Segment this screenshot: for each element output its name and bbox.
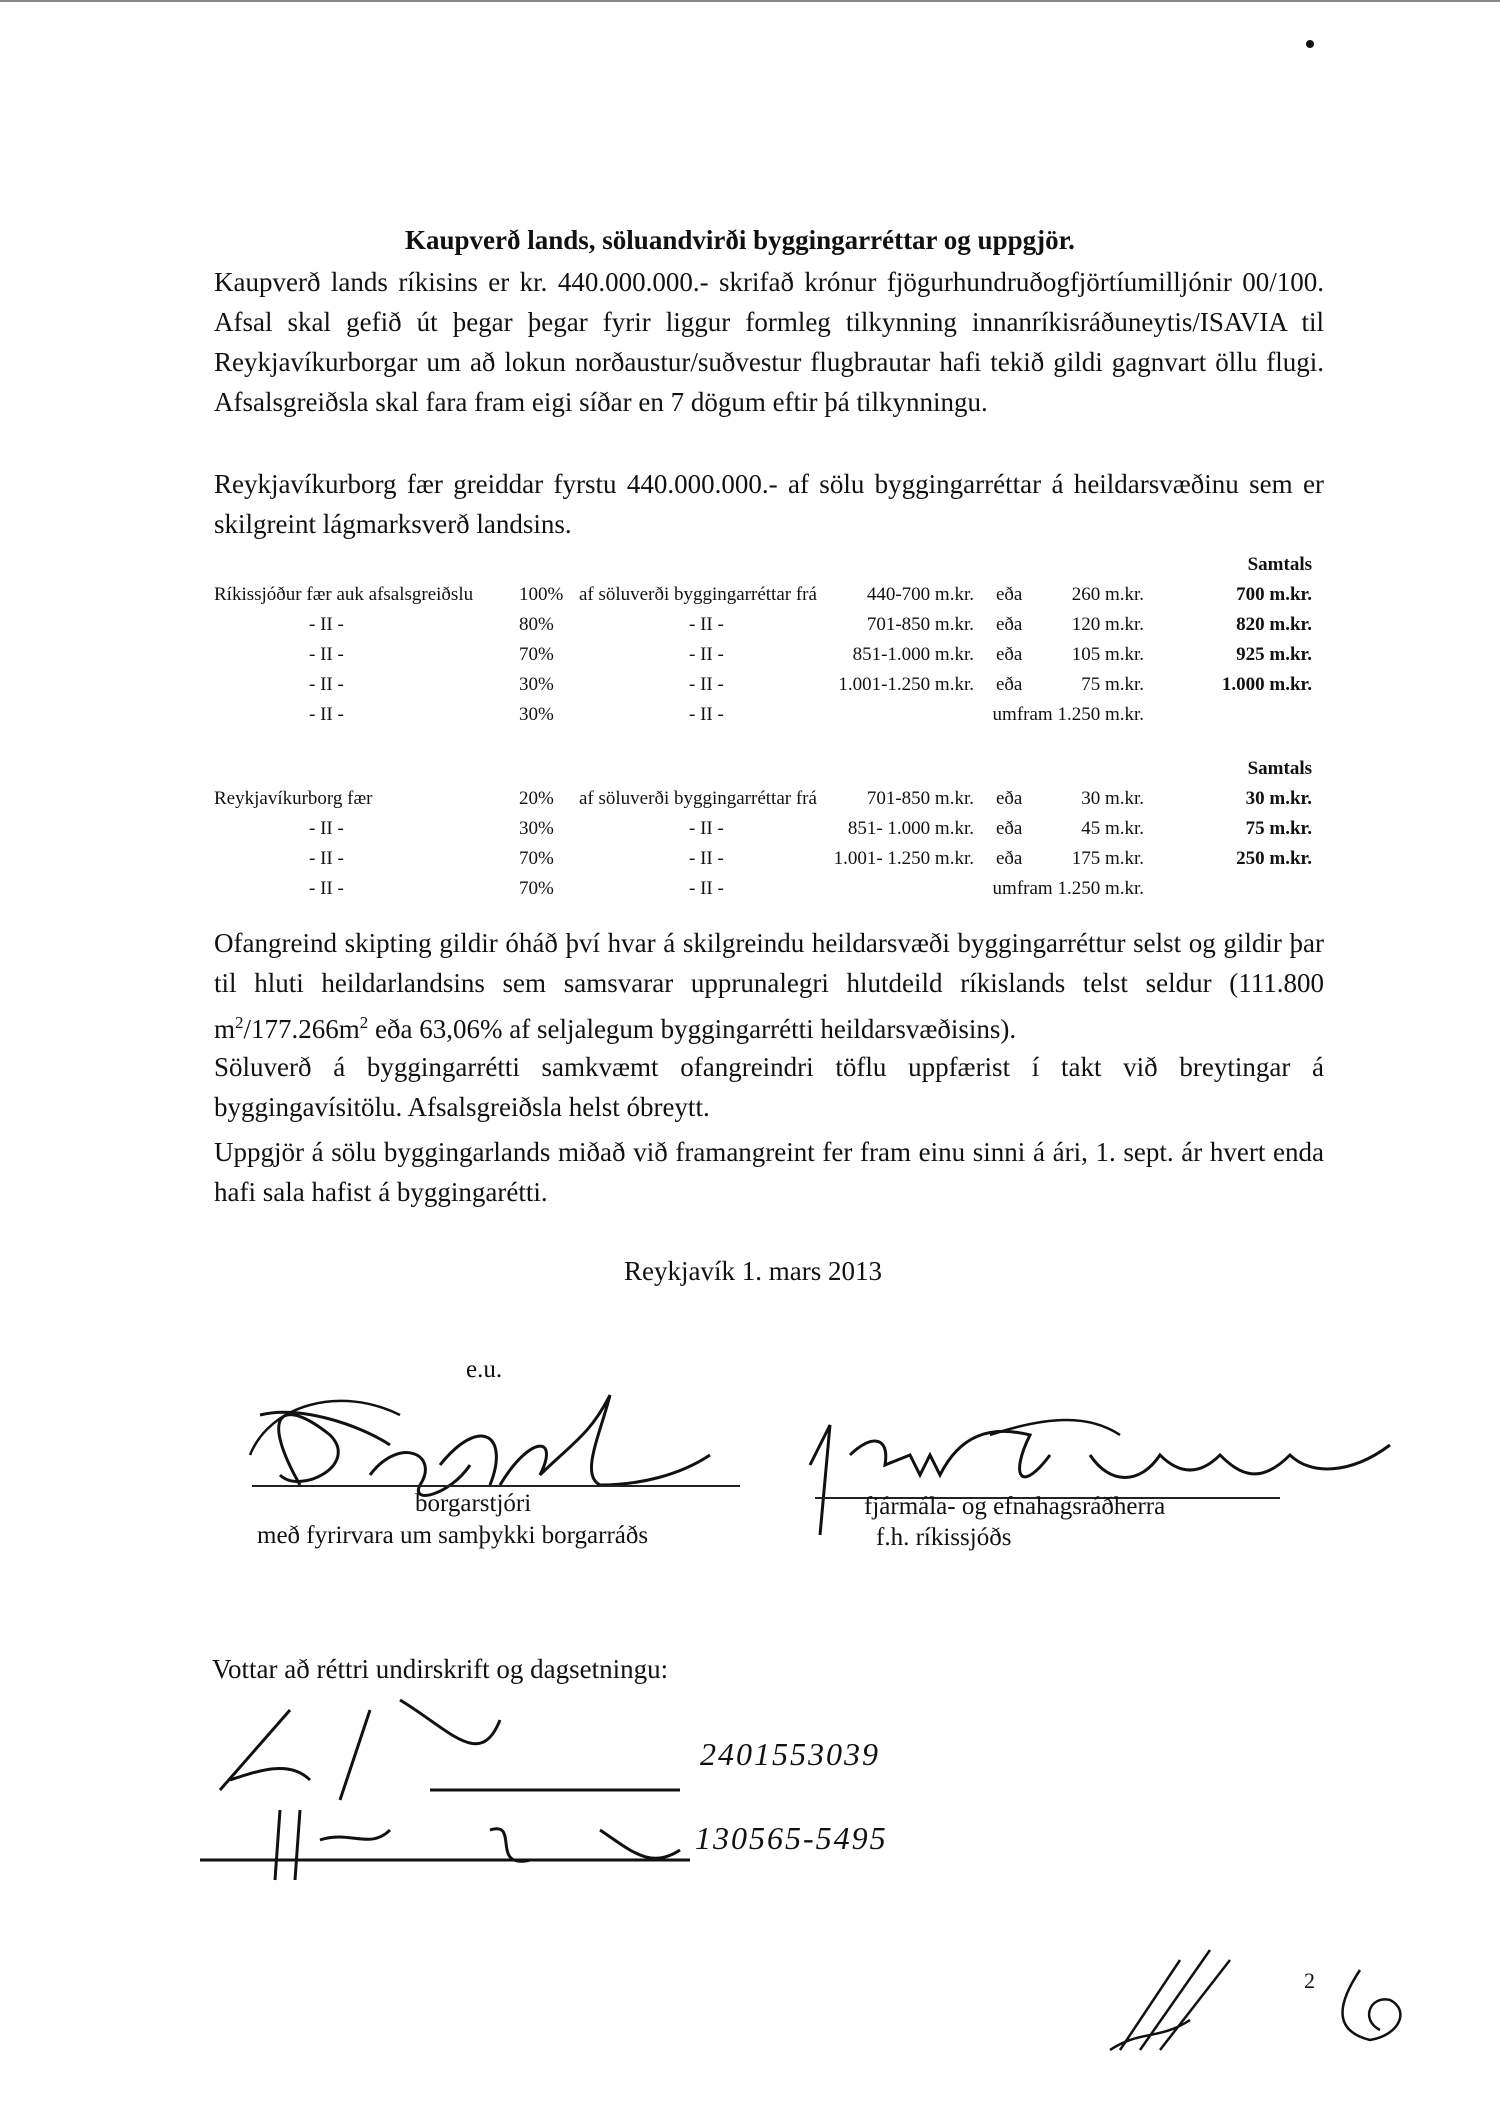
table-cell-amount: 30 m.kr. (1081, 788, 1144, 809)
table1-total-header: Samtals (1247, 554, 1312, 575)
witness2-id: 130565-5495 (695, 1820, 888, 1856)
minister-signature-image (790, 1395, 1410, 1545)
paragraph-first-proceeds: Reykjavíkurborg fær greiddar fyrstu 440.000.000.- af sölu byggingarréttar á heildarsvæðinu sem er skilgreint lágmarksverð landsins. (214, 469, 1324, 539)
table-cell-pct: 100% (519, 584, 564, 605)
table-cell-desc: - II - (689, 614, 724, 635)
minister-title: fjármála- og efnahagsráðherra (864, 1493, 1166, 1520)
table-cell-pct: 20% (519, 788, 554, 809)
mayor-title: borgarstjóri (415, 1490, 532, 1517)
table-cell-or: eða (996, 818, 1023, 839)
paragraph-allocation (214, 923, 1324, 1049)
paragraph-allocation-mid: /177.266m (243, 1014, 360, 1044)
table-cell-pct: 80% (519, 614, 554, 635)
table-cell-range: 440-700 m.kr. (866, 584, 974, 605)
table-cell-range: 851-1.000 m.kr. (852, 644, 974, 665)
table-cell-total: 925 m.kr. (1236, 644, 1312, 665)
table-cell-desc: af söluverði byggingarréttar frá (579, 788, 817, 809)
table-cell-desc: - II - (689, 704, 724, 725)
table-row (214, 704, 1314, 734)
table-city-share (214, 758, 1314, 908)
table-cell-or: eða (996, 788, 1023, 809)
table-cell-pct: 70% (519, 644, 554, 665)
table-cell-who: - II - (309, 614, 344, 635)
table-cell-amount: umfram 1.250 m.kr. (992, 878, 1144, 899)
witness2-signature-image (190, 1790, 710, 1890)
table-state-share (214, 554, 1314, 734)
table-row (214, 584, 1314, 614)
table-cell-range: 701-850 m.kr. (866, 614, 974, 635)
table-cell-range: 851- 1.000 m.kr. (847, 818, 974, 839)
table-cell-who: Reykjavíkurborg fær (214, 788, 373, 809)
table-cell-or: eða (996, 674, 1023, 695)
table-row (214, 644, 1314, 674)
paragraph-settlement: Uppgjör á sölu byggingarlands miðað við framangreint fer fram einu sinni á ári, 1. sept. ár hvert enda hafi sala hafist á byggingarétti. (214, 1137, 1324, 1207)
superscript-2: 2 (359, 1013, 369, 1032)
table-row (214, 614, 1314, 644)
table-cell-desc: af söluverði byggingarréttar frá (579, 584, 817, 605)
table-cell-pct: 30% (519, 818, 554, 839)
table-cell-amount: 175 m.kr. (1071, 848, 1144, 869)
table-cell-total: 250 m.kr. (1236, 848, 1312, 869)
table-cell-total: 30 m.kr. (1245, 788, 1312, 809)
initials-image (1100, 1940, 1460, 2060)
table-cell-amount: 260 m.kr. (1071, 584, 1144, 605)
eu-note: e.u. (466, 1356, 503, 1383)
table-cell-desc: - II - (689, 644, 724, 665)
table-cell-desc: - II - (689, 674, 724, 695)
witness1-id: 2401553039 (700, 1736, 880, 1772)
mayor-note: með fyrirvara um samþykki borgarráðs (257, 1522, 649, 1549)
table-cell-range: 1.001-1.250 m.kr. (838, 674, 974, 695)
table-cell-who: - II - (309, 704, 344, 725)
table-cell-or: eða (996, 584, 1023, 605)
place-date: Reykjavík 1. mars 2013 (624, 1256, 882, 1286)
scan-top-edge (0, 0, 1500, 2)
table-cell-total: 820 m.kr. (1236, 614, 1312, 635)
table-cell-who: - II - (309, 818, 344, 839)
minister-note: f.h. ríkissjóðs (876, 1524, 1012, 1551)
left-signature-line (252, 1485, 740, 1487)
table-cell-amount: umfram 1.250 m.kr. (992, 704, 1144, 725)
table-row (214, 878, 1314, 908)
table-cell-total: 75 m.kr. (1245, 818, 1312, 839)
table-cell-pct: 70% (519, 848, 554, 869)
paragraph-purchase-price: Kaupverð lands ríkisins er kr. 440.000.000.- skrifað krónur fjögurhundruðogfjörtíumilljónir 00/100. Afsal skal gefið út þegar þegar fyrir liggur formleg tilkynning innanríkisráðuneytis/ISAVIA til Reykjavíkurborgar um að lokun norðaustur/suðvestur flugbrautar hafi tekið gildi gagnvart öllu flugi. Afsalsgreiðsla skal fara fram eigi síðar en 7 dögum eftir þá tilkynningu. (214, 267, 1324, 417)
table-row (214, 848, 1314, 878)
table-cell-who: - II - (309, 848, 344, 869)
table-cell-amount: 45 m.kr. (1081, 818, 1144, 839)
table-cell-amount: 105 m.kr. (1071, 644, 1144, 665)
table-cell-desc: - II - (689, 818, 724, 839)
table-row (214, 788, 1314, 818)
page-number: 2 (1304, 1968, 1315, 1993)
paragraph-allocation-end: eða 63,06% af seljalegum byggingarrétti heildarsvæðisins). (368, 1014, 1017, 1044)
table-cell-pct: 30% (519, 674, 554, 695)
table-row (214, 818, 1314, 848)
table-cell-or: eða (996, 644, 1023, 665)
table-cell-or: eða (996, 614, 1023, 635)
table-cell-amount: 75 m.kr. (1081, 674, 1144, 695)
superscript-1: 2 (235, 1013, 244, 1032)
table-cell-who: Ríkissjóður fær auk afsalsgreiðslu (214, 584, 474, 605)
paragraph-price-index: Söluverð á byggingarrétti samkvæmt ofangreindri töflu uppfærist í takt við breytingar á byggingavísitölu. Afsalsgreiðsla helst óbreytt. (214, 1052, 1324, 1122)
paragraph-allocation-text: Ofangreind skipting gildir óháð því hvar á skilgreindu heildarsvæði byggingarréttur selst og gildir þar til hluti heildarlandsins sem samsvarar upprunalegri hlutdeild ríkislands telst seldur (111.800 m (214, 928, 1324, 1044)
table-cell-desc: - II - (689, 878, 724, 899)
table-cell-amount: 120 m.kr. (1071, 614, 1144, 635)
table-cell-who: - II - (309, 674, 344, 695)
table-cell-or: eða (996, 848, 1023, 869)
table-cell-who: - II - (309, 644, 344, 665)
table-cell-total: 700 m.kr. (1236, 584, 1312, 605)
document-title: Kaupverð lands, söluandvirði byggingarréttar og uppgjör. (405, 225, 1075, 255)
table-cell-pct: 30% (519, 704, 554, 725)
table2-total-header: Samtals (1247, 758, 1312, 779)
table-cell-desc: - II - (689, 848, 724, 869)
table-cell-range: 701-850 m.kr. (866, 788, 974, 809)
scan-mark (1306, 40, 1314, 48)
table-cell-total: 1.000 m.kr. (1221, 674, 1312, 695)
table-cell-range: 1.001- 1.250 m.kr. (833, 848, 974, 869)
table-row (214, 674, 1314, 704)
table-cell-pct: 70% (519, 878, 554, 899)
witness-label: Vottar að réttri undirskrift og dagsetningu: (212, 1654, 669, 1684)
table-cell-who: - II - (309, 878, 344, 899)
